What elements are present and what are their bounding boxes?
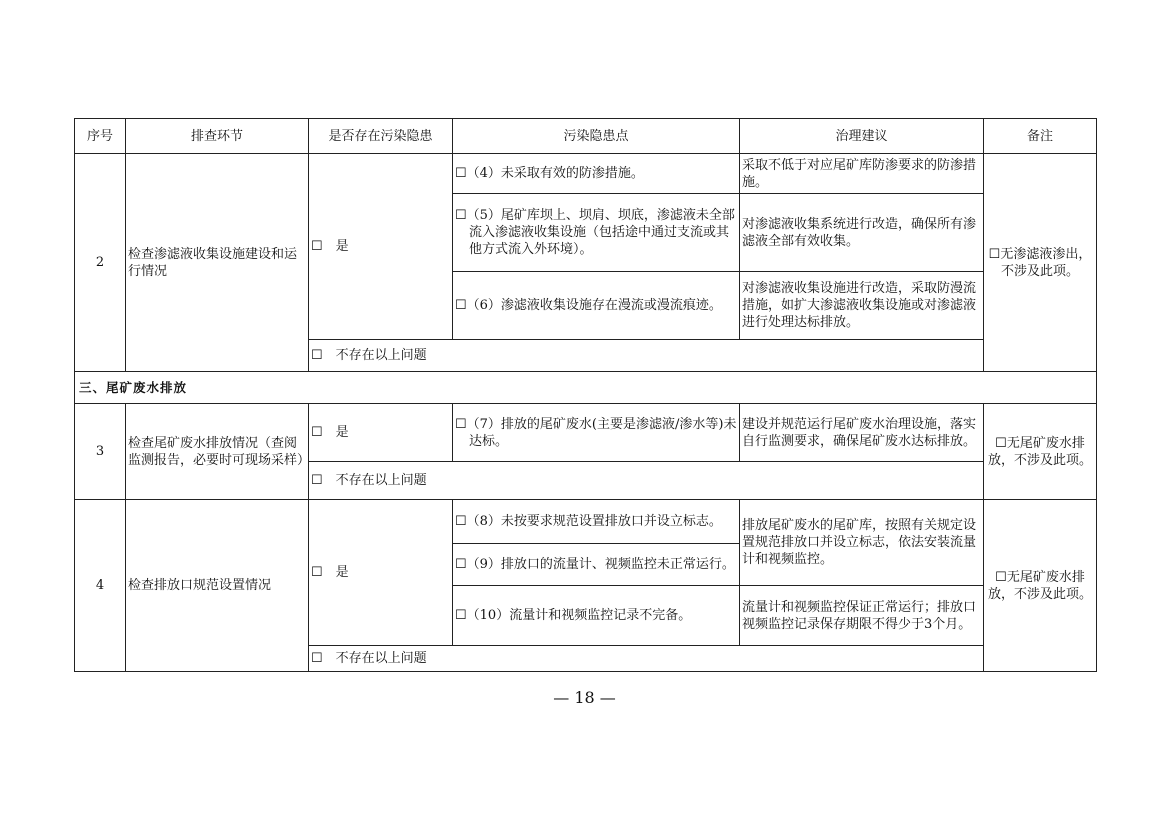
hazard-check-table (74, 118, 1097, 672)
page-number: — 18 — (553, 688, 616, 707)
seq-cell: 4 (75, 500, 126, 672)
advice-cell: 排放尾矿废水的尾矿库，按照有关规定设置规范排放口并设立标志，依法安装流量计和视频监控。 (740, 500, 984, 586)
yes-checkbox-option[interactable]: ☐ 是 (309, 500, 453, 646)
hazard-option[interactable]: ☐（5）尾矿库坝上、坝肩、坝底，渗滤液未全部流入渗滤液收集设施（包括途中通过支流或其他方式流入外环境）。 (453, 194, 740, 272)
table-row (75, 500, 1097, 544)
section-row (75, 372, 1097, 404)
remark-checkbox-option[interactable]: ☐无尾矿废水排放，不涉及此项。 (984, 500, 1097, 672)
yes-checkbox-option[interactable]: ☐ 是 (309, 154, 453, 340)
check-item-cell: 检查排放口规范设置情况 (126, 500, 309, 672)
table-row (75, 154, 1097, 194)
hazard-option[interactable]: ☐（9）排放口的流量计、视频监控未正常运行。 (453, 544, 740, 586)
none-checkbox-option[interactable]: ☐ 不存在以上问题 (309, 462, 984, 500)
hazard-option[interactable]: ☐（4）未采取有效的防渗措施。 (453, 154, 740, 194)
advice-cell: 对渗滤液收集设施进行改造，采取防漫流措施，如扩大渗滤液收集设施或对渗滤液进行处理达标排放。 (740, 272, 984, 340)
advice-cell: 对渗滤液收集系统进行改造，确保所有渗滤液全部有效收集。 (740, 194, 984, 272)
advice-cell: 建设并规范运行尾矿废水治理设施，落实自行监测要求，确保尾矿废水达标排放。 (740, 404, 984, 462)
none-checkbox-option[interactable]: ☐ 不存在以上问题 (309, 340, 984, 372)
check-item-cell: 检查渗滤液收集设施建设和运行情况 (126, 154, 309, 372)
header-advice: 治理建议 (740, 119, 984, 154)
header-hazard-point: 污染隐患点 (453, 119, 740, 154)
seq-cell: 3 (75, 404, 126, 500)
table-row (75, 404, 1097, 462)
header-has-hazard: 是否存在污染隐患 (309, 119, 453, 154)
table-header-row (75, 119, 1097, 154)
none-checkbox-option[interactable]: ☐ 不存在以上问题 (309, 646, 984, 672)
section-title: 三、尾矿废水排放 (75, 372, 1097, 404)
hazard-option[interactable]: ☐（10）流量计和视频监控记录不完备。 (453, 586, 740, 646)
seq-cell: 2 (75, 154, 126, 372)
hazard-option[interactable]: ☐（8）未按要求规范设置排放口并设立标志。 (453, 500, 740, 544)
yes-checkbox-option[interactable]: ☐ 是 (309, 404, 453, 462)
header-seq: 序号 (75, 119, 126, 154)
remark-checkbox-option[interactable]: ☐无渗滤液渗出，不涉及此项。 (984, 154, 1097, 372)
hazard-option[interactable]: ☐（6）渗滤液收集设施存在漫流或漫流痕迹。 (453, 272, 740, 340)
header-check-item: 排查环节 (126, 119, 309, 154)
remark-checkbox-option[interactable]: ☐无尾矿废水排放，不涉及此项。 (984, 404, 1097, 500)
advice-cell: 流量计和视频监控保证正常运行；排放口视频监控记录保存期限不得少于3个月。 (740, 586, 984, 646)
advice-cell: 采取不低于对应尾矿库防渗要求的防渗措施。 (740, 154, 984, 194)
header-remark: 备注 (984, 119, 1097, 154)
check-item-cell: 检查尾矿废水排放情况（查阅监测报告，必要时可现场采样） (126, 404, 309, 500)
hazard-option[interactable]: ☐（7）排放的尾矿废水(主要是渗滤液/渗水等)未达标。 (453, 404, 740, 462)
